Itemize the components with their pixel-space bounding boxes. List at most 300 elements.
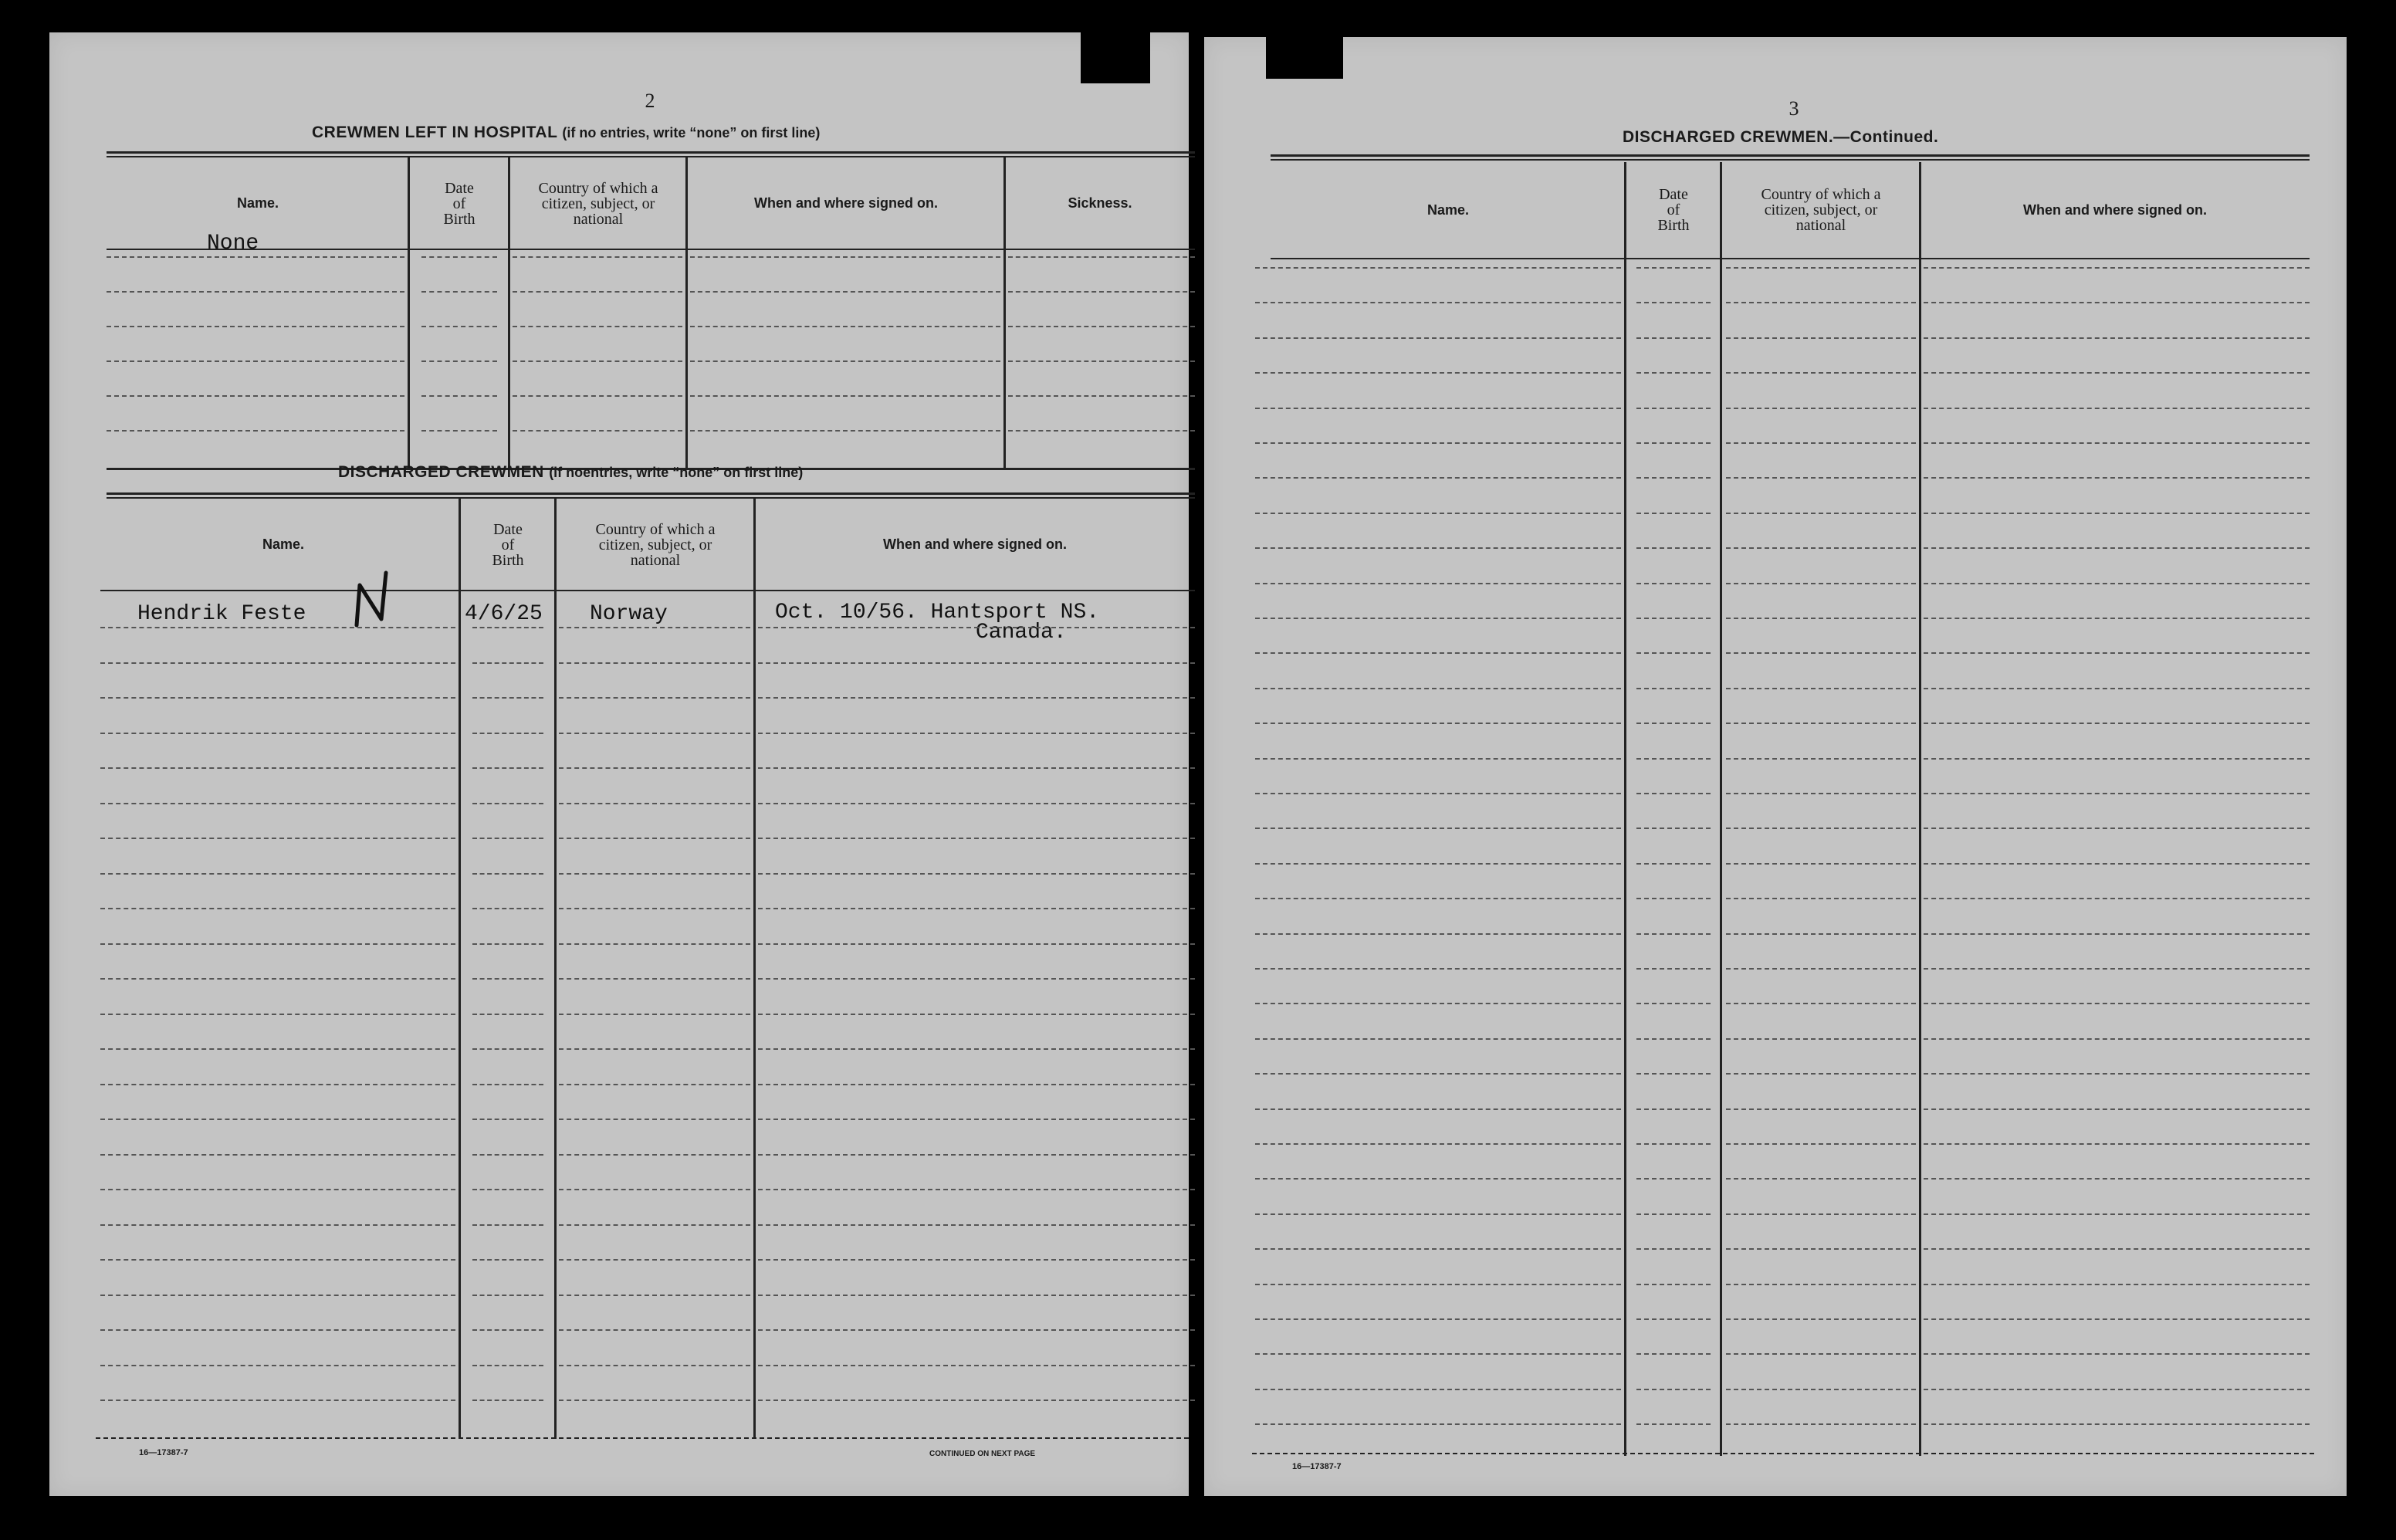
entry-line [100,1224,455,1226]
entry-line [1726,337,1916,339]
entry-line [1726,513,1916,514]
entry-line [1726,1178,1916,1180]
right-country-line1: Country of which a [1761,186,1881,203]
entry-line [513,291,682,293]
entry-line [1924,1213,2310,1215]
entry-line [472,733,543,734]
entry-line [1255,372,1621,374]
entry-line [1636,1389,1711,1390]
discharged-continued-title: DISCHARGED CREWMEN.—Continued. [1623,128,1939,146]
entry-line [472,838,543,839]
entry-line [472,1014,543,1015]
entry-line [100,1119,455,1120]
entry-line [758,1014,1195,1015]
entry-line [1636,968,1711,970]
discharged-vline-2 [554,499,557,1439]
entry-line [1255,1248,1621,1250]
left-page [49,32,1189,1496]
hospital-instruction: (if no entries, write “none” on first line) [562,125,821,140]
entry-line [559,733,750,734]
entry-line [758,1400,1195,1401]
discharged-top-rule [107,492,1195,495]
entry-line [758,697,1195,699]
right-col-dob [1626,167,1721,253]
entry-line [100,1189,455,1190]
entry-line [472,1329,543,1331]
discharged-title-text: DISCHARGED CREWMEN [338,463,544,481]
entry-line [1924,337,2310,339]
entry-line [1726,547,1916,549]
right-dob-line1: Date [1659,186,1688,203]
discharged-section-title [338,463,803,482]
entry-line [758,1119,1195,1120]
page-notch [1081,31,1150,83]
entry-line [559,1014,750,1015]
right-page [1204,37,2347,1496]
entry-line [1255,1318,1621,1320]
continued-note: CONTINUED ON NEXT PAGE [929,1450,1036,1458]
entry-line [758,943,1195,945]
entry-line [1924,372,2310,374]
entry-line [559,943,750,945]
entry-line [1636,863,1711,865]
entry-line [1636,267,1711,269]
entry-line [1726,1423,1916,1425]
hospital-vline-4 [1003,157,1006,469]
entry-line [1636,1284,1711,1285]
right-vline-2 [1720,162,1722,1456]
entry-line [1726,1003,1916,1004]
entry-line [1726,1389,1916,1390]
entry-line [758,1048,1195,1050]
right-country-line2: citizen, subject, or [1764,201,1878,218]
right-header-rule [1271,258,2310,259]
discharged-row1-country: Norway [590,602,668,626]
handwritten-n-mark [350,568,397,630]
entry-line [472,1189,543,1190]
entry-line [1636,1213,1711,1215]
discharged-country-line1: Country of which a [595,521,716,538]
entry-line [1255,1038,1621,1040]
entry-line [758,978,1195,980]
entry-line [100,1329,455,1331]
entry-line [100,1084,455,1085]
entry-line [1636,1248,1711,1250]
entry-line [100,1014,455,1015]
hospital-col-country [509,162,687,245]
entry-line [1255,863,1621,865]
entry-line [472,627,543,628]
discharged-header-rule [100,590,1195,591]
hospital-col-dob [409,162,509,245]
entry-line [472,1295,543,1296]
entry-line [1636,583,1711,584]
entry-line [100,943,455,945]
discharged-instruction: (if noentries, write “none” on first line) [549,465,804,480]
entry-line [1255,933,1621,935]
entry-line [1255,1003,1621,1004]
entry-line [1255,1353,1621,1355]
entry-line [1726,933,1916,935]
entry-line [559,1154,750,1156]
entry-line [421,360,497,362]
entry-line [1008,256,1195,258]
discharged-col-name: Name. [262,536,305,552]
entry-line [559,627,750,628]
entry-line [758,733,1195,734]
entry-line [758,1224,1195,1226]
entry-line [1636,302,1711,303]
entry-line [1636,1108,1711,1110]
entry-line [1636,513,1711,514]
entry-line [472,978,543,980]
entry-line [559,697,750,699]
entry-line [758,873,1195,875]
hospital-section-title [312,124,820,142]
discharged-dob-line1: Date [493,521,523,538]
entry-line [1924,863,2310,865]
right-dob-line2: of [1667,201,1680,218]
right-top-rule-2 [1271,159,2310,161]
entry-line [472,662,543,664]
entry-line [559,1295,750,1296]
entry-line [1924,408,2310,409]
entry-line [472,1365,543,1366]
entry-line [1726,1108,1916,1110]
entry-line [1726,442,1916,444]
entry-line [758,1365,1195,1366]
entry-line [1924,1073,2310,1075]
right-col-signed: When and where signed on. [2022,201,2208,218]
discharged-col-signed: When and where signed on. [882,536,1068,552]
entry-line [1924,547,2310,549]
entry-line [559,1084,750,1085]
entry-line [1255,267,1621,269]
entry-line [472,1400,543,1401]
entry-line [1726,583,1916,584]
hospital-title-text: CREWMEN LEFT IN HOSPITAL [312,124,558,141]
entry-line [559,662,750,664]
hospital-col-name: Name. [236,195,279,211]
entry-line [1726,618,1916,619]
entry-line [1255,898,1621,899]
entry-line [1008,291,1195,293]
right-col-country [1721,167,1921,253]
entry-line [472,1224,543,1226]
entry-line [513,360,682,362]
entry-line [472,767,543,769]
entry-line [1924,1108,2310,1110]
entry-line [1726,652,1916,654]
entry-line [1924,618,2310,619]
entry-line [100,627,455,628]
page-notch [1266,31,1343,79]
entry-line [1255,1389,1621,1390]
entry-line [559,1365,750,1366]
discharged-bottom-rule [96,1437,1189,1440]
right-country-line3: national [1795,217,1846,234]
entry-line [513,326,682,327]
entry-line [100,873,455,875]
entry-line [1255,513,1621,514]
entry-line [1008,326,1195,327]
entry-line [1924,758,2310,760]
entry-line [758,1329,1195,1331]
entry-line [1726,688,1916,689]
hospital-dob-line3: Birth [443,211,475,228]
entry-line [472,1154,543,1156]
entry-line [1255,1213,1621,1215]
entry-line [1924,1248,2310,1250]
entry-line [100,733,455,734]
entry-line [100,1400,455,1401]
entry-line [1726,1353,1916,1355]
entry-line [1924,793,2310,794]
hospital-top-rule [107,151,1195,154]
entry-line [472,803,543,804]
entry-line [559,1224,750,1226]
hospital-entry-name: None [207,232,259,256]
entry-line [1726,1284,1916,1285]
entry-line [421,291,497,293]
entry-line [1255,302,1621,303]
entry-line [1255,828,1621,829]
entry-line [1726,1318,1916,1320]
page-number: 2 [645,90,655,112]
discharged-col-country [556,503,755,587]
discharged-col-dob [460,503,556,587]
hospital-header-rule [107,249,1195,250]
entry-line [1924,1284,2310,1285]
entry-line [1924,968,2310,970]
entry-line [758,1295,1195,1296]
entry-line [1924,652,2310,654]
right-top-rule [1271,154,2310,157]
entry-line [1726,372,1916,374]
entry-line [559,1189,750,1190]
right-vline-1 [1624,162,1626,1456]
entry-line [1924,1178,2310,1180]
entry-line [1255,968,1621,970]
entry-line [1924,583,2310,584]
entry-line [1726,863,1916,865]
hospital-vline-1 [408,157,410,469]
entry-line [1924,1389,2310,1390]
right-dob-line3: Birth [1657,217,1690,234]
form-number: 16—17387-7 [139,1448,188,1457]
entry-line [1726,1038,1916,1040]
entry-line [690,291,1000,293]
entry-line [758,838,1195,839]
entry-line [559,873,750,875]
entry-line [1008,395,1195,397]
right-col-name: Name. [1426,201,1470,218]
entry-line [758,1154,1195,1156]
entry-line [1636,408,1711,409]
entry-line [1636,933,1711,935]
entry-line [1636,1353,1711,1355]
entry-line [1255,583,1621,584]
entry-line [107,326,404,327]
entry-line [1636,723,1711,724]
entry-line [559,838,750,839]
entry-line [758,767,1195,769]
entry-line [1924,723,2310,724]
entry-line [1255,1143,1621,1145]
entry-line [1726,1143,1916,1145]
entry-line [472,1259,543,1261]
entry-line [472,697,543,699]
entry-line [1924,1318,2310,1320]
entry-line [513,395,682,397]
entry-line [1726,758,1916,760]
form-number: 16—17387-7 [1292,1462,1342,1471]
entry-line [559,908,750,909]
entry-line [1726,302,1916,303]
entry-line [1726,267,1916,269]
entry-line [513,256,682,258]
right-bottom-rule [1252,1453,2314,1456]
entry-line [1255,758,1621,760]
entry-line [758,1259,1195,1261]
discharged-row1-dob: 4/6/25 [465,602,543,626]
entry-line [100,1365,455,1366]
entry-line [100,1048,455,1050]
entry-line [1636,758,1711,760]
entry-line [559,1119,750,1120]
entry-line [758,803,1195,804]
entry-line [100,662,455,664]
discharged-country-line2: citizen, subject, or [598,536,712,553]
entry-line [421,430,497,432]
entry-line [100,697,455,699]
entry-line [1924,442,2310,444]
entry-line [1255,688,1621,689]
entry-line [1924,1423,2310,1425]
entry-line [472,1084,543,1085]
page-number: 3 [1789,97,1799,120]
entry-line [1924,477,2310,479]
entry-line [1924,302,2310,303]
entry-line [472,1048,543,1050]
entry-line [1636,652,1711,654]
entry-line [1636,828,1711,829]
entry-line [1636,547,1711,549]
hospital-vline-3 [685,157,688,469]
entry-line [1924,688,2310,689]
entry-line [100,1154,455,1156]
entry-line [1924,898,2310,899]
entry-line [107,256,404,258]
entry-line [107,291,404,293]
entry-line [107,430,404,432]
entry-line [100,803,455,804]
entry-line [1636,898,1711,899]
entry-line [1255,1073,1621,1075]
entry-line [758,1084,1195,1085]
entry-line [1636,372,1711,374]
entry-line [1636,1038,1711,1040]
entry-line [758,1189,1195,1190]
right-vline-3 [1919,162,1921,1456]
entry-line [1255,337,1621,339]
hospital-col-signed: When and where signed on. [753,195,939,211]
entry-line [559,1329,750,1331]
discharged-dob-line3: Birth [492,552,524,569]
entry-line [1255,1423,1621,1425]
entry-line [1636,1073,1711,1075]
entry-line [1636,1423,1711,1425]
entry-line [100,838,455,839]
entry-line [559,978,750,980]
entry-line [1924,1353,2310,1355]
entry-line [1636,793,1711,794]
entry-line [690,395,1000,397]
entry-line [1924,828,2310,829]
hospital-vline-2 [508,157,510,469]
entry-line [421,395,497,397]
entry-line [1726,898,1916,899]
entry-line [1255,793,1621,794]
entry-line [1726,828,1916,829]
entry-line [1255,1284,1621,1285]
entry-line [421,326,497,327]
entry-line [100,1259,455,1261]
entry-line [1008,360,1195,362]
entry-line [758,908,1195,909]
entry-line [472,943,543,945]
entry-line [1636,337,1711,339]
discharged-dob-line2: of [501,536,515,553]
entry-line [1924,267,2310,269]
entry-line [1255,1108,1621,1110]
entry-line [421,256,497,258]
entry-line [559,803,750,804]
entry-line [1008,430,1195,432]
entry-line [1255,408,1621,409]
hospital-country-line2: citizen, subject, or [541,195,655,212]
entry-line [100,767,455,769]
entry-line [1924,1143,2310,1145]
entry-line [1636,1178,1711,1180]
entry-line [1255,618,1621,619]
entry-line [1726,477,1916,479]
entry-line [100,978,455,980]
entry-line [1255,477,1621,479]
entry-line [1255,652,1621,654]
entry-line [690,256,1000,258]
entry-line [690,326,1000,327]
entry-line [1726,1213,1916,1215]
entry-line [1636,1318,1711,1320]
entry-line [107,395,404,397]
entry-line [1726,1073,1916,1075]
entry-line [1924,1038,2310,1040]
entry-line [1924,933,2310,935]
entry-line [1924,513,2310,514]
discharged-country-line3: national [630,552,681,569]
entry-line [1726,968,1916,970]
entry-line [1636,688,1711,689]
discharged-row1-signed-line2: Canada. [976,621,1067,645]
entry-line [1726,723,1916,724]
entry-line [758,627,1195,628]
entry-line [1255,547,1621,549]
hospital-country-line3: national [573,211,624,228]
discharged-vline-1 [459,499,461,1439]
entry-line [1726,1248,1916,1250]
entry-line [690,360,1000,362]
